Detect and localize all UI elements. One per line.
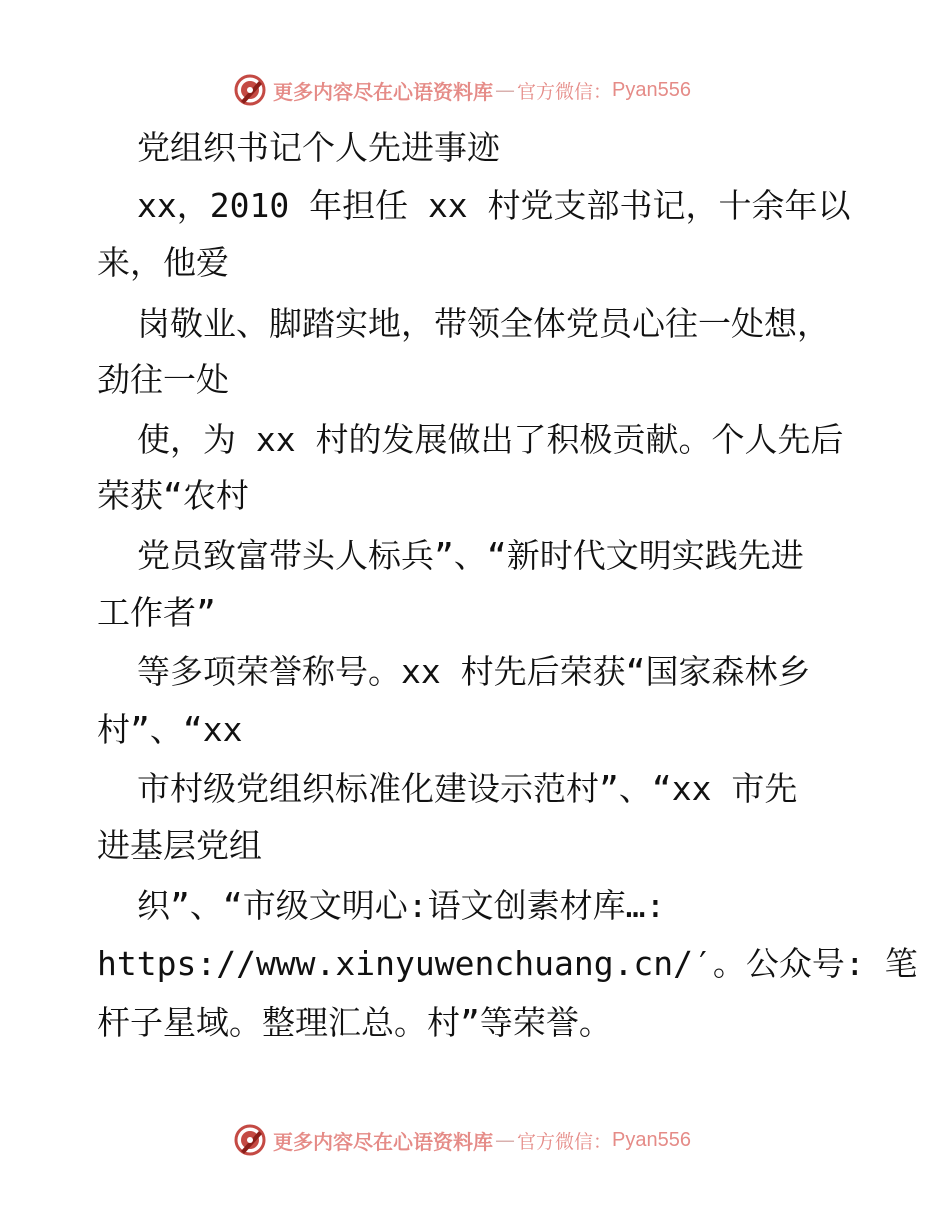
- pen-logo-icon: [233, 1123, 267, 1157]
- paragraph-line: https://www.xinyuwenchuang.cn/′。公众号: 笔: [97, 944, 918, 983]
- header-watermark-separator: —: [495, 78, 515, 102]
- paragraph-line: 村”、“xx: [97, 710, 243, 749]
- footer-watermark: [233, 1122, 691, 1158]
- footer-watermark-separator: —: [495, 1128, 515, 1152]
- footer-watermark-text: 更多内容尽在心语资料库: [273, 1129, 493, 1154]
- pen-logo-icon: [233, 73, 267, 107]
- paragraph-line: 岗敬业、脚踏实地，带领全体党员心往一处想，: [137, 304, 830, 343]
- paragraph-line: 来，他爱: [97, 243, 229, 282]
- paragraph-line: 工作者”: [97, 593, 216, 632]
- paragraph-line: 使，为 xx 村的发展做出了积极贡献。个人先后: [137, 420, 844, 459]
- footer-watermark-wechat-label: 官方微信：: [517, 1130, 613, 1153]
- paragraph-line: 荣获“农村: [97, 476, 249, 515]
- header-watermark: [233, 72, 691, 108]
- paragraph-line: xx，2010 年担任 xx 村党支部书记，十余年以: [137, 186, 851, 225]
- paragraph-line: 杆子星域。整理汇总。村”等荣誉。: [97, 1003, 612, 1042]
- paragraph-line: 党员致富带头人标兵”、“新时代文明实践先进: [137, 536, 804, 575]
- footer-watermark-id: Pyan556: [612, 1128, 691, 1151]
- document-title: 党组织书记个人先进事迹: [137, 128, 500, 167]
- paragraph-line: 市村级党组织标准化建设示范村”、“xx 市先: [137, 769, 798, 808]
- header-watermark-text: 更多内容尽在心语资料库: [273, 79, 493, 104]
- paragraph-line: 进基层党组: [97, 826, 262, 865]
- header-watermark-id: Pyan556: [612, 78, 691, 101]
- paragraph-line: 等多项荣誉称号。xx 村先后荣获“国家森林乡: [137, 652, 811, 691]
- paragraph-line: 织”、“市级文明心:语文创素材库…:: [137, 886, 666, 925]
- header-watermark-wechat-label: 官方微信：: [517, 80, 613, 103]
- paragraph-line: 劲往一处: [97, 360, 229, 399]
